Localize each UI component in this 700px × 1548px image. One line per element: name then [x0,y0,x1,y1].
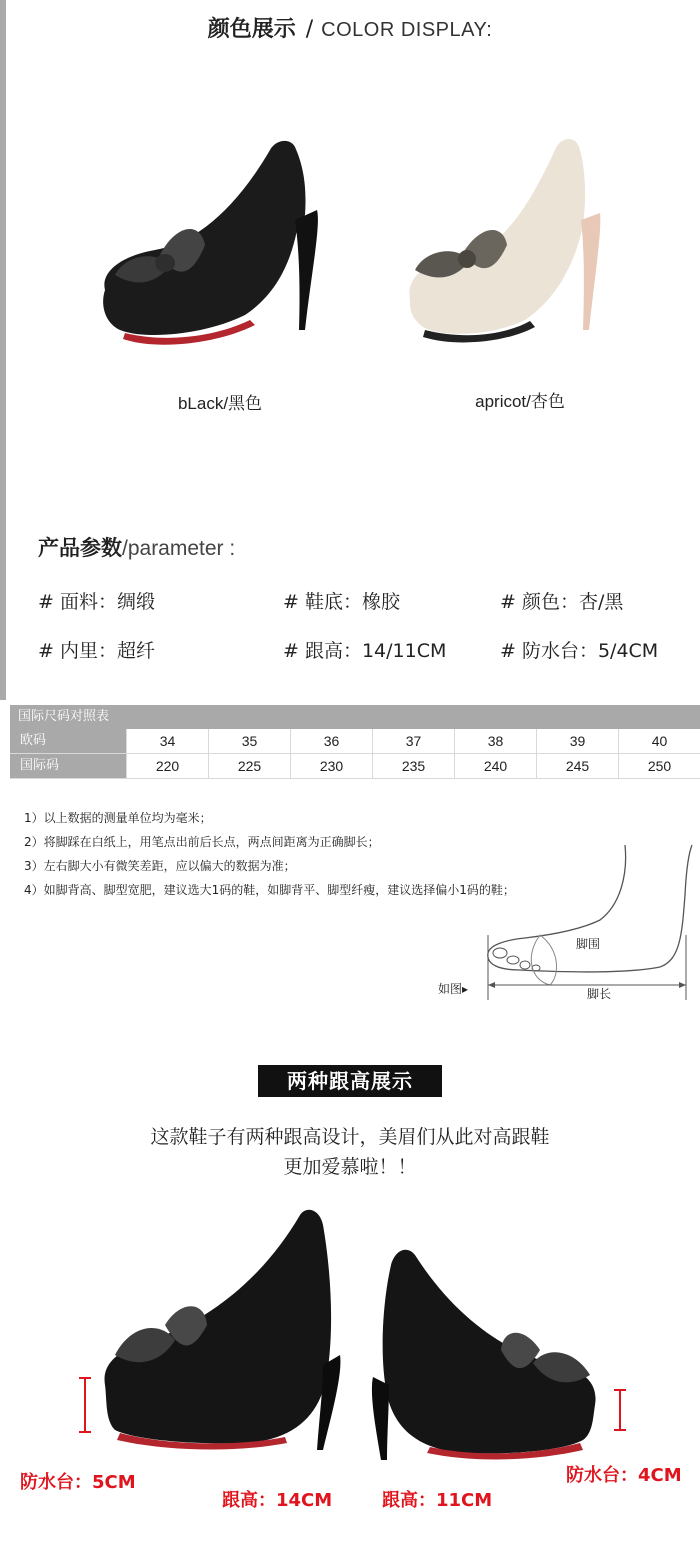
black-shoe-image [85,125,345,355]
foot-measure-diagram [430,835,695,1010]
color-label-black: bLack/黑色 [177,394,263,413]
platform-right-label: 防水台：4CM [566,1465,682,1486]
platform-5cm-marker [75,1376,95,1436]
size-table [10,705,700,779]
note-item: 4）如脚背高、脚型宽肥，建议选大1码的鞋，如脚背平、脚型纤瘦，建议选择偏小1码的鞋； [24,883,515,897]
shoe-11cm-image [355,1245,605,1465]
row-label-intl: 国际码 [10,754,126,778]
param-fabric: # 面料：绸缎 [38,591,155,613]
note-item: 2）将脚踩在白纸上，用笔点出前后长点，两点间距离为正确脚长； [24,835,380,849]
shoe-14cm-image [95,1205,355,1455]
table-cell: 235 [372,754,454,778]
table-cell: 35 [208,729,290,753]
table-cell: 39 [536,729,618,753]
heel-right-label: 跟高：11CM [382,1490,493,1511]
table-cell: 230 [290,754,372,778]
left-edge-bar [0,0,6,700]
table-cell: 225 [208,754,290,778]
parameter-title [38,532,235,562]
param-lining: # 内里：超纤 [38,640,155,662]
parameter-title-en: /parameter : [122,537,236,560]
apricot-shoe-image [395,125,655,355]
heel-description-line2: 更加爱慕啦！！ [283,1156,417,1178]
param-platform: # 防水台：5/4CM [500,640,659,662]
table-cell: 250 [618,754,700,778]
param-color: # 颜色：杏/黑 [500,591,624,613]
color-label-apricot: apricot/杏色 [475,392,565,411]
table-cell: 36 [290,729,372,753]
note-item: 3）左右脚大小有微笑差距，应以偏大的数据为准； [24,859,296,873]
color-title-cn: 颜色展示 [207,17,296,42]
table-cell: 40 [618,729,700,753]
color-title-en: COLOR DISPLAY: [321,19,493,41]
heel-left-label: 跟高：14CM [222,1490,333,1511]
table-cell: 245 [536,754,618,778]
table-row [10,754,700,779]
heel-description-line1: 这款鞋子有两种跟高设计，美眉们从此对高跟鞋 [150,1126,550,1148]
foot-length-label: 脚长 [587,987,612,1001]
as-shown-label: 如图▸ [438,982,469,996]
param-sole: # 鞋底：橡胶 [283,591,400,613]
table-cell: 37 [372,729,454,753]
table-cell: 240 [454,754,536,778]
heel-section-banner: 两种跟高展示 [258,1065,442,1097]
platform-4cm-marker [610,1388,630,1434]
table-cell: 220 [126,754,208,778]
platform-left-label: 防水台：5CM [20,1472,136,1493]
table-row [10,729,700,754]
heel-description [0,1122,700,1182]
param-heel-height: # 跟高：14/11CM [283,640,447,662]
title-separator: / [305,17,314,42]
color-display-title [0,12,700,43]
table-cell: 38 [454,729,536,753]
foot-girth-label: 脚围 [576,937,601,951]
parameter-title-cn: 产品参数 [38,536,122,560]
size-table-title: 国际尺码对照表 [10,705,700,729]
row-label-eu: 欧码 [10,729,126,753]
table-cell: 34 [126,729,208,753]
note-item: 1）以上数据的测量单位均为毫米； [24,811,212,825]
